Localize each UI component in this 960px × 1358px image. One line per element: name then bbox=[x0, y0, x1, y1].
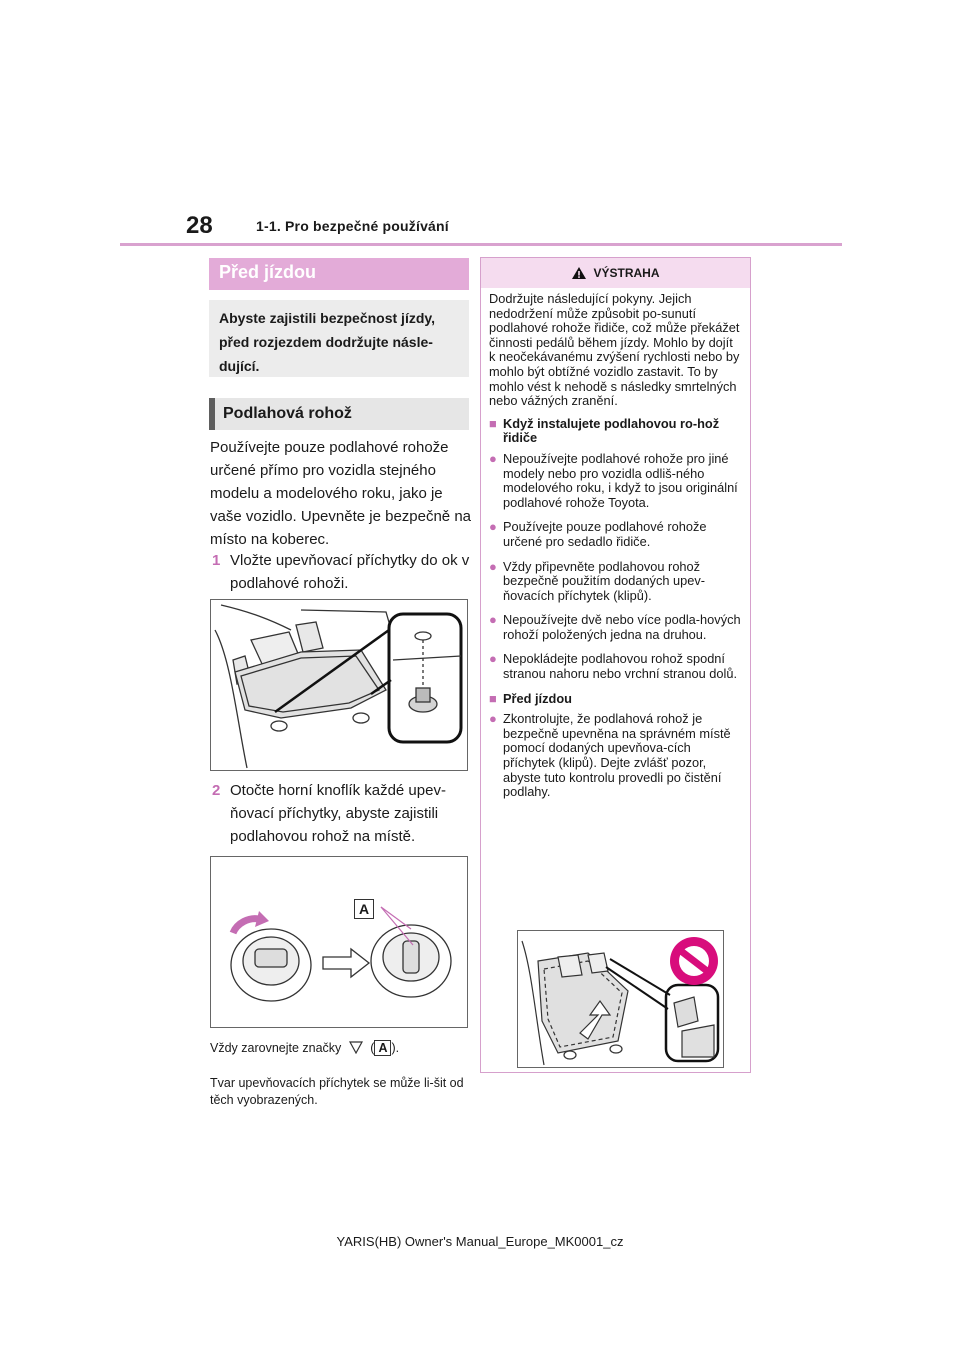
warning-intro: Dodržujte následující pokyny. Jejich nedodržení může způsobit po-sunutí podlahové rohože řidiče, což může překážet činnosti pedálů během jízdy. Mohlo by dojít k neočekávanému zvýšení rychlosti nebo by mohlo být obtížné vozidlo zastavit. To by mohlo vést k nehodě s následky smrtelných nebo vážných zranění. bbox=[489, 291, 740, 409]
warning-bullet-text: Nepokládejte podlahovou rohož spodní stranou nahoru nebo vrchní stranou dolů. bbox=[503, 651, 738, 682]
circle-bullet-icon: ● bbox=[489, 651, 497, 667]
step-text: Otočte horní knoflík každé upev-ňovací příchytky, abyste zajistili podlahovou rohož na místě. bbox=[230, 782, 446, 845]
step-number: 2 bbox=[212, 782, 221, 799]
header-rule bbox=[120, 243, 842, 246]
circle-bullet-icon: ● bbox=[489, 450, 497, 466]
warning-bullet bbox=[489, 520, 742, 549]
warning-bullet-text: Používejte pouze podlahové rohože určené pro sedadlo řidiče. bbox=[503, 519, 707, 549]
alignment-note: Vždy zarovnejte značky ( A ). bbox=[210, 1041, 400, 1055]
warning-box bbox=[480, 257, 751, 1073]
floor-mat-illustration bbox=[211, 600, 467, 770]
intro-paragraph: Používejte pouze podlahové rohože určené přímo pro vozidla stejného modelu a modelového roku, jako je vaše vozidlo. Upevněte je bezpečně na místo na koberec. bbox=[210, 439, 472, 548]
section-title: 1-1. Pro bezpečné používání bbox=[256, 218, 449, 234]
alignment-note-text: Vždy zarovnejte značky bbox=[210, 1041, 342, 1055]
warning-bullet bbox=[489, 652, 742, 681]
step-1 bbox=[212, 549, 472, 595]
warning-subheading-text: Před jízdou bbox=[503, 690, 572, 706]
step-text: Vložte upevňovací příchytky do ok v podlahové rohoži. bbox=[230, 552, 470, 592]
square-bullet-icon: ■ bbox=[489, 415, 497, 431]
step-number: 1 bbox=[212, 552, 221, 569]
shape-note: Tvar upevňovacích příchytek se může li-šit od těch vyobrazených. bbox=[210, 1076, 464, 1107]
warning-bullet-text: Zkontrolujte, že podlahová rohož je bezpečně upevněna na správném místě pomocí dodaných upevňova-cích příchytek (klipů). Dejte zvlášť pozor, abyste tuto kontrolu provedli po čistění podlahy. bbox=[503, 711, 731, 800]
warning-figure bbox=[517, 930, 724, 1068]
warning-bullet-text: Nepoužívejte dvě nebo více podla-hových rohoží položených jedna na druhou. bbox=[503, 612, 741, 642]
warning-header bbox=[481, 258, 750, 288]
warning-subheading-text: Když instalujete podlahovou ro-hož řidiče bbox=[503, 415, 720, 446]
circle-bullet-icon: ● bbox=[489, 519, 497, 535]
page-number: 28 bbox=[186, 212, 213, 239]
warning-triangle-icon bbox=[571, 266, 587, 280]
subheading: Podlahová rohož bbox=[209, 398, 469, 430]
clip-rotation-figure bbox=[210, 856, 468, 1028]
warning-bullet-text: Nepoužívejte podlahové rohože pro jiné modely nebo pro vozidla odliš-ného modelového roku, i když to jsou originální podlahové rohože Toyota. bbox=[503, 450, 738, 510]
clip-rotation-illustration bbox=[211, 857, 467, 1027]
circle-bullet-icon: ● bbox=[489, 711, 497, 727]
floor-mat-figure bbox=[210, 599, 468, 771]
footer: YARIS(HB) Owner's Manual_Europe_MK0001_cz bbox=[336, 1234, 624, 1249]
section-heading: Před jízdou bbox=[209, 258, 469, 290]
warning-bullet bbox=[489, 613, 742, 642]
label-a-inline: A bbox=[374, 1040, 391, 1056]
intro-box: Abyste zajistili bezpečnost jízdy, před rozjezdem dodržujte násle-dující. bbox=[209, 300, 469, 377]
triangle-mark-icon bbox=[348, 1040, 364, 1054]
square-bullet-icon: ■ bbox=[489, 690, 497, 706]
incorrect-mat-illustration bbox=[518, 931, 723, 1067]
warning-title: VÝSTRAHA bbox=[593, 266, 660, 280]
label-a-box: A bbox=[354, 899, 374, 919]
warning-bullet bbox=[489, 560, 742, 604]
warning-subheading bbox=[489, 417, 742, 446]
warning-bullet-text: Vždy připevněte podlahovou rohož bezpečně použitím dodaných upev-ňovacích příchytek (klipů). bbox=[503, 558, 706, 603]
circle-bullet-icon: ● bbox=[489, 558, 497, 574]
step-2 bbox=[212, 779, 472, 848]
warning-subheading bbox=[489, 692, 742, 707]
warning-bullet bbox=[489, 712, 742, 800]
warning-bullet bbox=[489, 452, 742, 510]
circle-bullet-icon: ● bbox=[489, 612, 497, 628]
